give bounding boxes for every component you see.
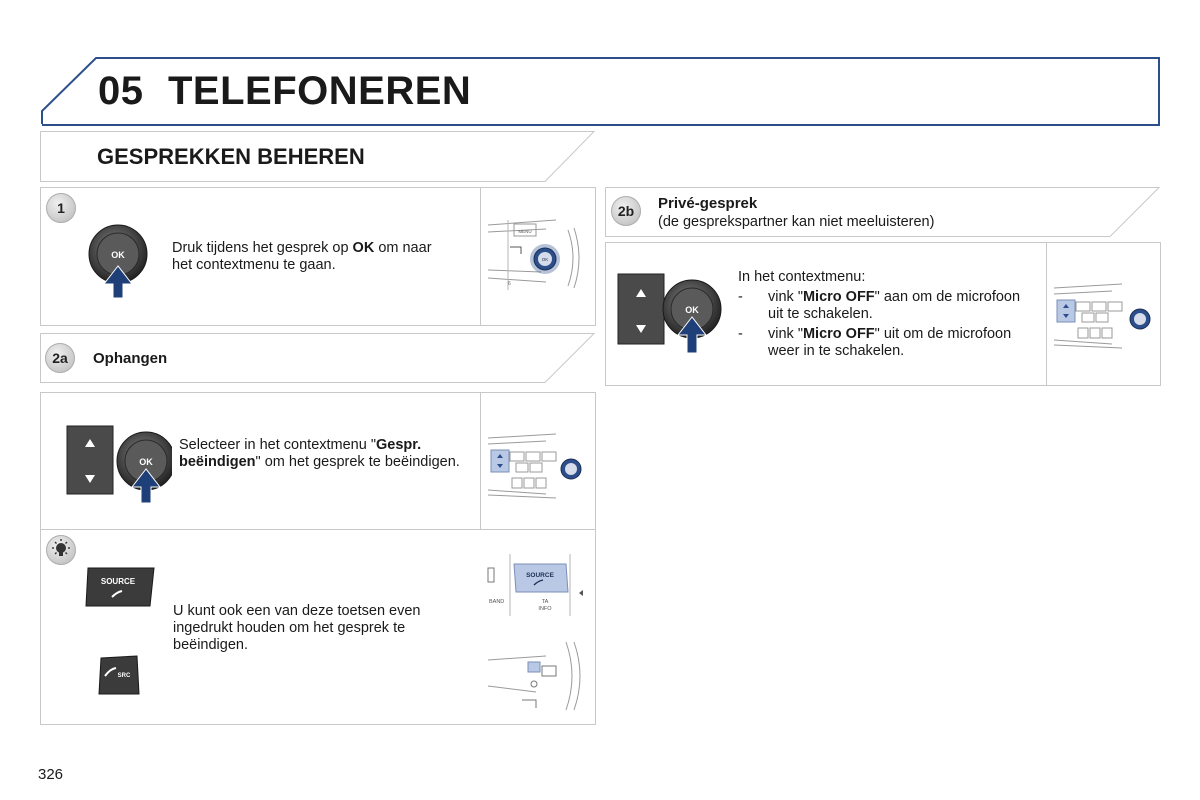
step2b-text bbox=[738, 269, 1038, 360]
source-label: SOURCE bbox=[526, 572, 554, 579]
band-label: BAND bbox=[489, 599, 505, 605]
dashboard-illustration-step1 bbox=[486, 210, 590, 298]
selector-and-ok-step2a[interactable] bbox=[66, 425, 172, 505]
menu-label: MENU bbox=[518, 229, 532, 234]
ta-label: TA bbox=[541, 599, 549, 605]
step2b-subheading: (de gesprekspartner kan niet meeluisteren) bbox=[658, 214, 935, 230]
source-button[interactable] bbox=[84, 566, 156, 608]
ok-label: OK bbox=[111, 250, 125, 260]
step1-text-bold: OK bbox=[352, 240, 375, 256]
step2b-divider bbox=[1046, 242, 1047, 385]
section-title: GESPREKKEN BEHEREN bbox=[97, 144, 365, 169]
step2b-intro: In het contextmenu: bbox=[738, 269, 866, 285]
step2a-text-part: Selecteer in het contextmenu " bbox=[179, 437, 376, 453]
list-dash: - bbox=[738, 326, 743, 342]
step2b-item bbox=[738, 326, 1038, 360]
step2b-item-text: " aan om de microfoon uit te schakelen. bbox=[768, 289, 1021, 322]
step2b-item-bold: Micro OFF bbox=[802, 326, 875, 342]
step2b-item-text: " uit om de microfoon weer in te schakelen. bbox=[768, 326, 1012, 359]
dashboard-illustration-step2b bbox=[1052, 282, 1156, 350]
step2a-text-bold: Gespr. beëindigen bbox=[179, 437, 422, 470]
panel-source-illustration bbox=[486, 552, 590, 618]
info-label: INFO bbox=[538, 606, 552, 612]
step1-text bbox=[172, 240, 442, 274]
ok-knob-step1[interactable] bbox=[86, 222, 150, 300]
ok-label: OK bbox=[541, 257, 549, 262]
chapter-header bbox=[40, 57, 1160, 127]
ok-label: OK bbox=[139, 457, 153, 467]
step2b-item-bold: Micro OFF bbox=[802, 289, 875, 305]
dashboard-illustration-step2a bbox=[486, 432, 590, 500]
step2a-heading: Ophangen bbox=[93, 350, 168, 367]
tip-text: U kunt ook een van deze toetsen even ingedrukt houden om het gesprek te beëindigen. bbox=[173, 603, 421, 653]
step2a-text bbox=[179, 437, 464, 471]
selector-and-ok-step2b[interactable] bbox=[617, 273, 723, 355]
step2b-badge: 2b bbox=[611, 196, 641, 226]
step2b-item-text: vink " bbox=[768, 326, 803, 342]
page-number: 326 bbox=[38, 766, 64, 783]
chapter-title: TELEFONEREN bbox=[168, 69, 472, 113]
step1-text-part: om naar het contextmenu te gaan. bbox=[172, 240, 432, 273]
steering-wheel-illustration bbox=[486, 640, 590, 712]
chapter-number: 05 bbox=[98, 69, 144, 113]
src-label: SRC bbox=[117, 673, 131, 679]
step2a-text-part: " om het gesprek te beëindigen. bbox=[255, 454, 460, 470]
step1-divider bbox=[480, 187, 481, 325]
src-steering-button[interactable] bbox=[97, 654, 141, 696]
step1-text-part: Druk tijdens het gesprek op bbox=[172, 240, 353, 256]
step2b-item bbox=[738, 289, 1038, 323]
ok-label: OK bbox=[685, 305, 699, 315]
list-dash: - bbox=[738, 289, 743, 305]
svg-text:6: 6 bbox=[508, 281, 511, 287]
step1-badge: 1 bbox=[46, 193, 76, 223]
step2a-badge: 2a bbox=[45, 343, 75, 373]
step2b-heading: Privé-gesprek bbox=[658, 195, 758, 212]
step2b-item-text: vink " bbox=[768, 289, 803, 305]
source-label: SOURCE bbox=[100, 577, 136, 586]
tip-lightbulb-icon bbox=[46, 535, 76, 565]
lightbulb-icon bbox=[46, 535, 76, 565]
